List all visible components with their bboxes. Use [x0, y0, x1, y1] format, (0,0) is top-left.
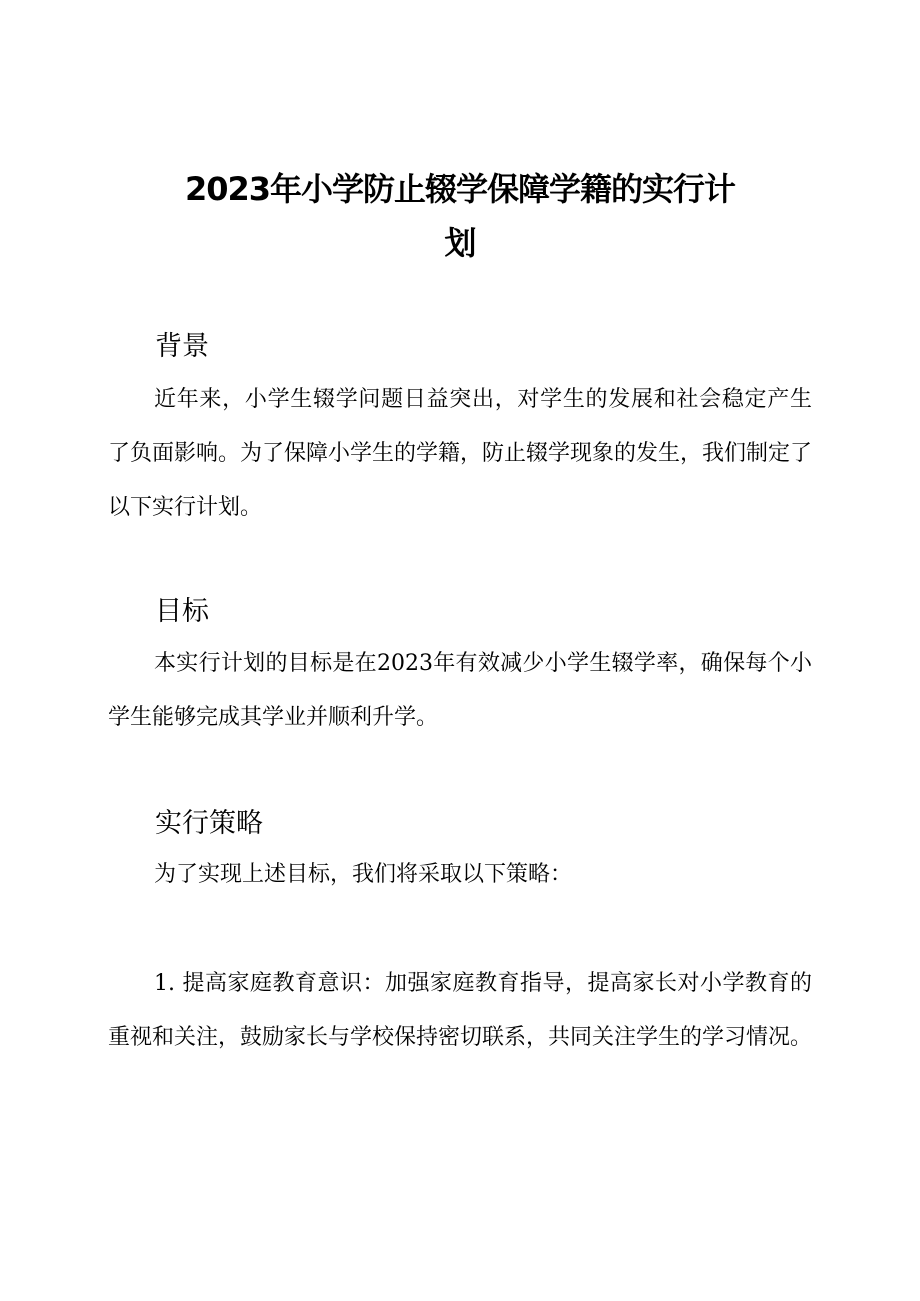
section-heading-strategy: 实行策略 — [155, 808, 263, 839]
section-heading-goal: 目标 — [155, 596, 209, 627]
paragraph-goal: 本实行计划的目标是在2023年有效减少小学生辍学率，确保每个小学生能够完成其学业并顺利升学。 — [108, 651, 812, 730]
paragraph-strategy-item-1: 1. 提高家庭教育意识：加强家庭教育指导，提高家长对小学教育的重视和关注，鼓励家长与学校保持密切联系，共同关注学生的学习情况。 — [108, 971, 813, 1050]
title-line-1: 2023年小学防止辍学保障学籍的实行计 — [184, 170, 736, 208]
paragraph-background: 近年来，小学生辍学问题日益突出，对学生的发展和社会稳定产生了负面影响。为了保障小学生的学籍，防止辍学现象的发生，我们制定了以下实行计划。 — [108, 387, 813, 520]
title-line-2: 划 — [444, 224, 476, 262]
document-title — [150, 162, 770, 270]
section-heading-background: 背景 — [155, 331, 209, 362]
paragraph-strategy-intro: 为了实现上述目标，我们将采取以下策略： — [154, 862, 573, 887]
